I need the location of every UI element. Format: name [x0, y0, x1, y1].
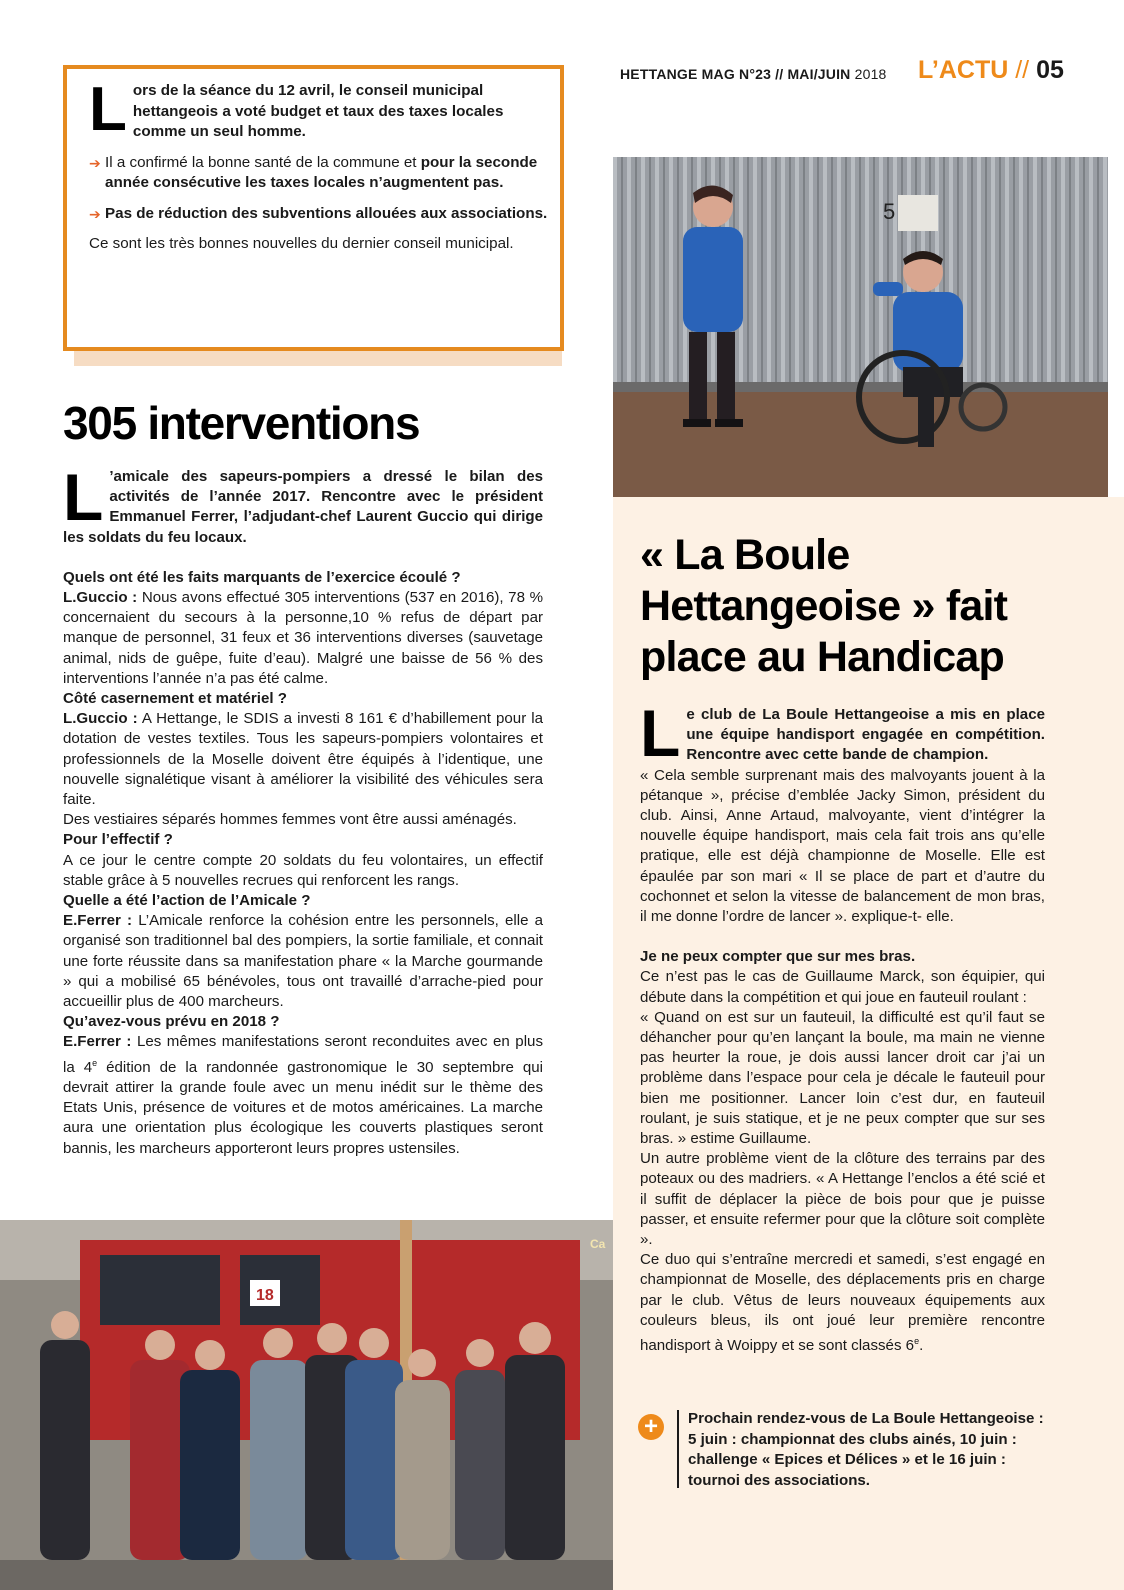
rdv-divider	[677, 1410, 679, 1488]
truck-number: 18	[256, 1287, 274, 1304]
petanque-illustration	[613, 157, 1108, 497]
article1-a5-speaker: E.Ferrer :	[63, 1033, 132, 1051]
article2-p1: « Cela semble surprenant mais des malvoyants jouent à la pétanque », précise d’emblée Jacky Simon, président du club. Ainsi, Anne Artaud, malvoyante, vient d’intégrer la nouvelle équipe handisport, mais cela fait trois ans qu’elle pratique, elle est déjà championne de Moselle. Elle est épaulée par son mari « Il se place de part et d’autre du cochonnet et selon la vitesse de balancement de mon bras, il me donne l’ordre de lancer ». explique-t- elle.	[640, 766, 1045, 926]
magazine-name: HETTANGE MAG N°23 // MAI/JUIN	[620, 66, 851, 82]
box-lead-row	[89, 75, 550, 144]
arrow-right-icon: ➔	[89, 205, 101, 222]
article2-p5-para	[640, 1250, 1045, 1356]
box-bullet-1-bold: pour la seconde année consécutive les taxes locales n’augmentent pas.	[105, 153, 538, 191]
article1-a1-speaker: L.Guccio :	[63, 589, 138, 607]
article1-a1: Nous avons effectué 305 interventions (537 en 2016), 78 % concernaient du secours à la personne,10 % refus de départ par manque de personnel, 31 feux et 36 interventions diverses (sauvetage animal, nids de guêpe, fuite d’eau). Malgré une baisse de 56 % des interventions l’année n’a pas été calme.	[63, 589, 544, 687]
article2-dropcap: L	[640, 696, 681, 770]
magazine-year: 2018	[854, 66, 887, 82]
article2-body	[640, 696, 1045, 1356]
article1-a2b: Des vestiaires séparés hommes femmes vont être aussi aménagés.	[63, 811, 517, 829]
article2-intro: e club de La Boule Hettangeoise a mis en place une équipe handisport engagée en compétition. Rencontre avec cette bande de champion.	[686, 706, 1045, 764]
article1-a4-para	[63, 911, 543, 1012]
article1-q3: Pour l’effectif ?	[63, 831, 173, 849]
article1-a2-para	[63, 709, 543, 810]
score-sign-number: 5	[883, 199, 896, 224]
article1-a5-pre: Les mêmes manifestations seront reconduites avec en plus la 4	[63, 1033, 543, 1076]
petanque-photo	[613, 157, 1108, 497]
article2-p3: « Quand on est sur un fauteuil, la difficulté est qu’il faut se déhancher pour qu’en lançant la boule, ma main ne vienne pas heurter la roue, je dois aussi lancer droit car j’ai un problème dans l’espace pour cela je décale le fauteuil pour bien me positionner. Lancer loin c’est dur, en fauteuil roulant, je suis statique, et je ne peux compter que sur ses bras. » estime Guillaume.	[640, 1008, 1045, 1148]
article2-p4: Un autre problème vient de la clôture des terrains par des poteaux ou des madriers. « A Hettange l’enclos a été scié et il suffit de déplacer la pièce de bois pour que je puisse passer, et ensuite refermer pour que la clôture soit complète ».	[640, 1150, 1045, 1249]
firefighters-illustration	[0, 1220, 613, 1590]
article1-intro: ’amicale des sapeurs-pompiers a dressé le bilan des activités de l’année 2017. Rencontre avec le président Emmanuel Ferrer, l’adjudant-chef Laurent Guccio qui dirige les soldats du feu locaux.	[63, 468, 543, 546]
truck-lettering: Ca	[590, 1237, 606, 1251]
box-bullet-1-text	[105, 153, 550, 194]
article1-a5-para	[63, 1032, 543, 1158]
box-closing: Ce sont les très bonnes nouvelles du dernier conseil municipal.	[89, 235, 514, 252]
article1-a1-para	[63, 588, 543, 689]
box-dropcap: L	[89, 75, 127, 144]
arrow-right-icon: ➔	[89, 154, 101, 171]
article2-p5-post: .	[919, 1337, 924, 1355]
article1-q5: Qu’avez-vous prévu en 2018 ?	[63, 1013, 280, 1031]
article1-headline: 305 interventions	[63, 397, 420, 449]
article2-headline: « La Boule Hettangeoise » fait place au Handicap	[640, 531, 1008, 681]
next-events: Prochain rendez-vous de La Boule Hettangeoise : 5 juin : championnat des clubs ainés, 10 juin : challenge « Epices et Délices » et le 16 juin : tournoi des associations.	[688, 1410, 1044, 1489]
box-bullet-2	[89, 204, 550, 225]
article1-intro-para	[63, 460, 543, 548]
box-bullet-1-normal: Il a confirmé la bonne santé de la commune et	[105, 153, 421, 171]
article1-a2: A Hettange, le SDIS a investi 8 161 € d’habillement pour la dotation de vestes textiles. Tous les sapeurs-pompiers volontaires et professionnels de la Moselle doivent être équipés à l’identique, une nouvelle signalétique visant à améliorer la visibilité des véhicules sera faite.	[63, 710, 544, 809]
section-separator: //	[1015, 56, 1030, 84]
box-bullet-2-bold: Pas de réduction des subventions allouées aux associations.	[105, 204, 548, 222]
firefighters-photo	[0, 1220, 613, 1590]
article1-q4: Quelle a été l’action de l’Amicale ?	[63, 892, 311, 910]
article1-dropcap: L	[63, 460, 104, 534]
article2-p2: Ce n’est pas le cas de Guillaume Marck, son équipier, qui débute dans la compétition et qui joue en fauteuil roulant :	[640, 968, 1045, 1006]
box-lead: ors de la séance du 12 avril, le conseil municipal hettangeois a voté budget et taux des taxes locales comme un seul homme.	[132, 82, 504, 140]
section-title: L’ACTU	[918, 56, 1009, 84]
page-number: 05	[1036, 56, 1064, 84]
magazine-issue	[620, 66, 887, 82]
article1-body	[63, 460, 544, 1159]
plus-icon: +	[638, 1414, 664, 1440]
box-bullet-1	[89, 153, 550, 194]
article1-a4: L’Amicale renforce la cohésion entre les personnels, elle a organisé son traditionnel bal des pompiers, la sortie familiale, et connait une forte réussite dans sa manifestation phare « la Marche gourmande » qui a mobilisé 65 bénévoles, tous ont travaillé d’arrache-pied pour accueillir plus de 400 marcheurs.	[63, 912, 543, 1011]
article1-a3: A ce jour le centre compte 20 soldats du feu volontaires, un effectif stable grâce à 5 nouvelles recrues qui renforcent les rangs.	[63, 851, 543, 889]
article1-q1: Quels ont été les faits marquants de l’exercice écoulé ?	[63, 568, 461, 586]
article2-intro-para	[640, 696, 1045, 770]
section-header	[918, 56, 1064, 85]
article2-p5-sup: e	[914, 1336, 920, 1347]
article1-a4-speaker: E.Ferrer :	[63, 912, 133, 930]
article2-p5-pre: Ce duo qui s’entraîne mercredi et samedi, s’est engagé en championnat de Moselle, des déplacements pris en charge par le club. Vêtus de leurs nouveaux équipements aux couleurs bleus, ils ont joué leur première rencontre handisport à Woippy et se sont classés 6	[640, 1251, 1045, 1355]
article1-q2: Côté casernement et matériel ?	[63, 690, 287, 708]
article1-a5-post: édition de la randonnée gastronomique le 30 septembre qui devrait attirer la grande foule avec un menu inédit sur le thème des Etats Unis, présence de voitures et de motos américaines. La marche aura une orientation plus écologique les couverts plastiques seront bannis, les marcheurs apporteront leurs propres ustensiles.	[63, 1058, 543, 1157]
article1-a2-speaker: L.Guccio :	[63, 710, 138, 728]
article2-subhead: Je ne peux compter que sur mes bras.	[640, 948, 916, 966]
article1-a5-sup: e	[92, 1057, 98, 1068]
council-box	[63, 65, 564, 351]
